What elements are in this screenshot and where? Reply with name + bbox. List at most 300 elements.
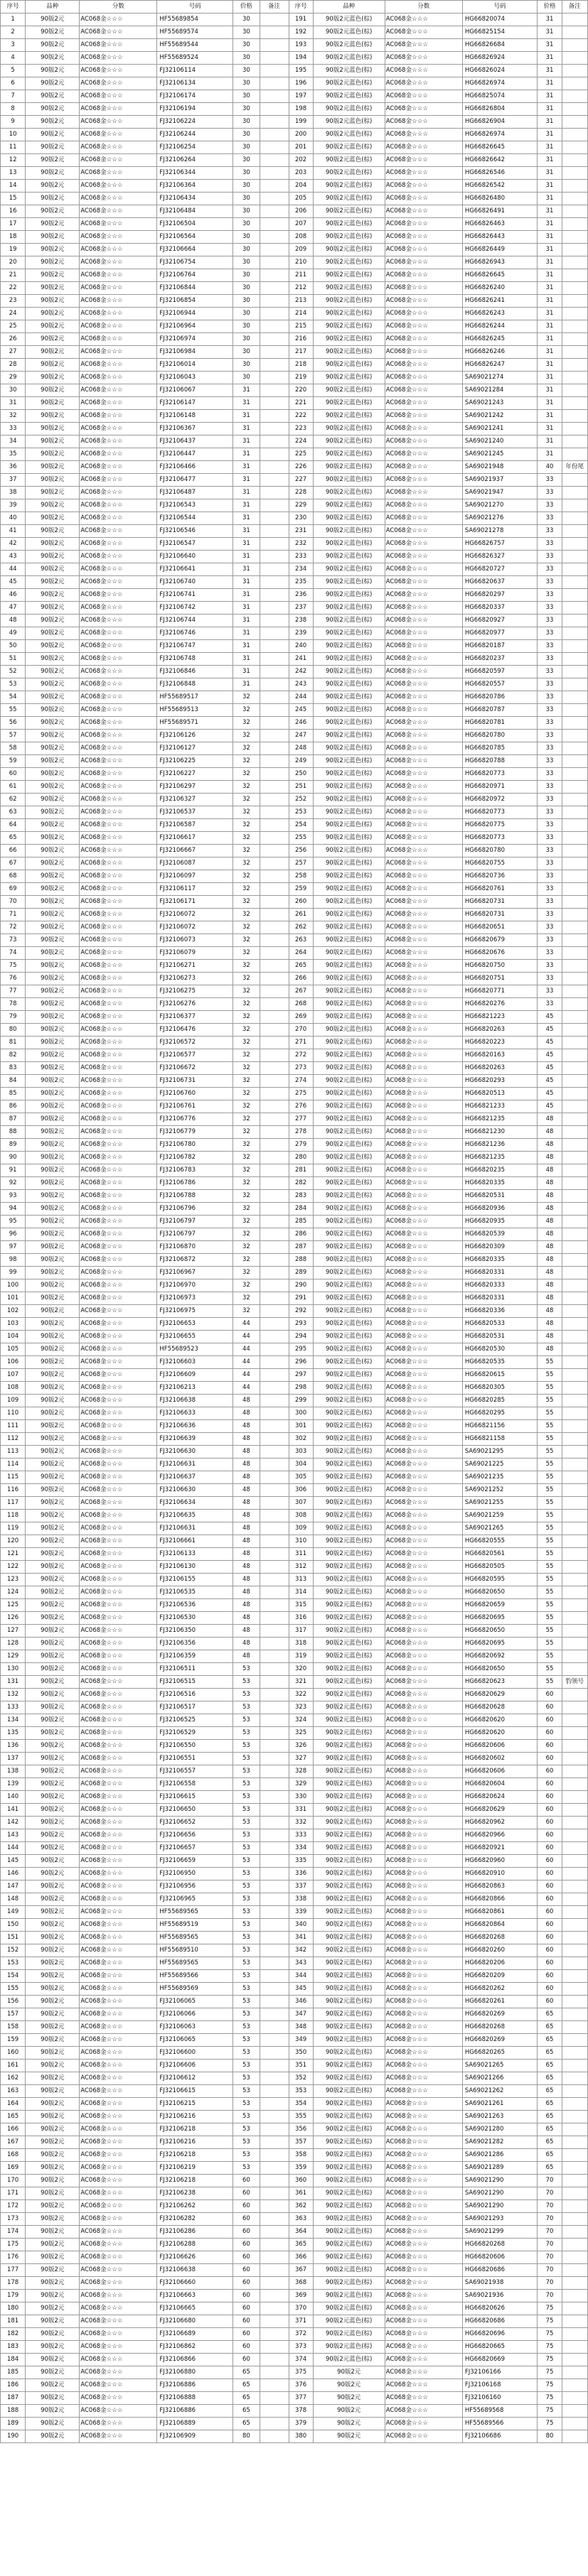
cell-serial: HG66826245 (462, 333, 538, 346)
cell-seq: 81 (1, 1037, 26, 1049)
cell-price: 48 (538, 1292, 562, 1305)
cell-price: 33 (538, 947, 562, 960)
cell-price: 55 (538, 1638, 562, 1650)
cell-score: AC068金☆☆☆ (385, 1701, 462, 1714)
cell-seq: 166 (1, 2123, 26, 2136)
cell-serial: FJ32106238 (157, 2187, 233, 2200)
cell-price: 31 (233, 423, 260, 435)
cell-seq: 53 (1, 678, 26, 691)
cell-price: 60 (233, 2354, 260, 2366)
cell-seq: 206 (289, 205, 313, 218)
cell-seq: 294 (289, 1331, 313, 1343)
cell-price: 33 (538, 602, 562, 615)
cell-note (562, 448, 587, 461)
cell-score: AC068金☆☆☆ (385, 269, 462, 282)
cell-note (562, 1100, 587, 1113)
cell-note (260, 1420, 289, 1433)
cell-serial: FJ32106844 (157, 282, 233, 295)
cell-score: AC068金☆☆☆ (385, 973, 462, 985)
cell-price: 45 (538, 1100, 562, 1113)
cell-variety: 90版2元蓝色(棕) (313, 2021, 385, 2034)
cell-serial: FJ32106262 (157, 2200, 233, 2213)
cell-price: 55 (538, 1356, 562, 1369)
cell-note (562, 90, 587, 103)
table-row (1, 755, 588, 768)
cell-note (260, 295, 289, 308)
cell-variety: 90版2元蓝色(棕) (313, 1893, 385, 1906)
cell-seq: 34 (1, 435, 26, 448)
cell-variety: 90版2元 (26, 1228, 80, 1241)
cell-note (260, 2136, 289, 2149)
cell-serial: FJ32106487 (157, 487, 233, 499)
cell-score: AC068金☆☆☆ (80, 678, 157, 691)
cell-price: 31 (538, 359, 562, 372)
cell-serial: HF55689565 (157, 1906, 233, 1919)
cell-note (562, 1957, 587, 1970)
cell-variety: 90版2元蓝色(棕) (313, 755, 385, 768)
cell-price: 60 (538, 1893, 562, 1906)
cell-seq: 196 (289, 77, 313, 90)
cell-serial: HG66826491 (462, 205, 538, 218)
cell-score: AC068金☆☆☆ (80, 1663, 157, 1676)
cell-note (260, 1740, 289, 1753)
cell-note (562, 2047, 587, 2060)
cell-price: 48 (233, 1497, 260, 1510)
cell-score: AC068金☆☆☆ (385, 2366, 462, 2379)
table-row (1, 1829, 588, 1842)
cell-serial: FJ32106796 (157, 1203, 233, 1216)
cell-note (562, 1893, 587, 1906)
cell-variety: 90版2元蓝色(棕) (313, 832, 385, 845)
cell-serial: FJ32106886 (157, 2405, 233, 2418)
cell-score: AC068金☆☆☆ (80, 372, 157, 384)
cell-variety: 90版2元蓝色(棕) (313, 1586, 385, 1599)
cell-price: 55 (538, 1497, 562, 1510)
cell-serial: FJ32106072 (157, 909, 233, 921)
cell-seq: 185 (1, 2366, 26, 2379)
cell-serial: HG66820263 (462, 1062, 538, 1075)
cell-serial: FJ32106650 (157, 1804, 233, 1817)
cell-variety: 90版2元 (26, 1548, 80, 1561)
cell-seq: 184 (1, 2354, 26, 2366)
cell-note (260, 2213, 289, 2226)
table-row (1, 870, 588, 883)
cell-seq: 313 (289, 1574, 313, 1586)
cell-variety: 90版2元 (26, 410, 80, 423)
cell-note (260, 218, 289, 231)
cell-note (562, 1829, 587, 1842)
cell-seq: 244 (289, 691, 313, 704)
cell-score: AC068金☆☆☆ (80, 1638, 157, 1650)
cell-score: AC068金☆☆☆ (385, 1113, 462, 1126)
cell-seq: 133 (1, 1701, 26, 1714)
table-row (1, 423, 588, 435)
cell-serial: HG66820624 (462, 1791, 538, 1804)
cell-note (562, 435, 587, 448)
cell-serial: FJ32106639 (157, 1433, 233, 1446)
cell-score: AC068金☆☆☆ (80, 333, 157, 346)
cell-price: 53 (233, 1932, 260, 1944)
cell-serial: HG66820626 (462, 2302, 538, 2315)
cell-price: 44 (233, 1369, 260, 1382)
cell-note (562, 1740, 587, 1753)
cell-variety: 90版2元 (26, 1944, 80, 1957)
cell-variety: 90版2元 (26, 2149, 80, 2162)
cell-note (260, 2302, 289, 2315)
cell-variety: 90版2元 (26, 1919, 80, 1932)
cell-seq: 11 (1, 141, 26, 154)
cell-price: 45 (538, 1062, 562, 1075)
cell-score: AC068金☆☆☆ (80, 1100, 157, 1113)
cell-serial: FJ32106225 (157, 755, 233, 768)
header-serial: 号码 (462, 1, 538, 13)
cell-seq: 254 (289, 819, 313, 832)
cell-score: AC068金☆☆☆ (385, 2149, 462, 2162)
cell-score: AC068金☆☆☆ (80, 1164, 157, 1177)
cell-variety: 90版2元 (26, 2060, 80, 2072)
cell-score: AC068金☆☆☆ (385, 26, 462, 39)
cell-note (260, 1190, 289, 1203)
cell-variety: 90版2元蓝色(棕) (313, 256, 385, 269)
cell-serial: FJ32106504 (157, 218, 233, 231)
cell-seq: 282 (289, 1177, 313, 1190)
cell-score: AC068金☆☆☆ (385, 2418, 462, 2430)
cell-note (562, 1024, 587, 1037)
cell-serial: HF55689568 (462, 2405, 538, 2418)
header-price: 价格 (538, 1, 562, 13)
cell-score: AC068金☆☆☆ (385, 2213, 462, 2226)
cell-serial: FJ32106216 (157, 2111, 233, 2123)
cell-note (562, 2354, 587, 2366)
cell-serial: SA69021265 (462, 1522, 538, 1535)
cell-score: AC068金☆☆☆ (80, 1484, 157, 1497)
cell-price: 55 (538, 1433, 562, 1446)
cell-seq: 181 (1, 2315, 26, 2328)
cell-serial: HG66820629 (462, 1689, 538, 1701)
cell-price: 30 (233, 333, 260, 346)
cell-note (562, 359, 587, 372)
cell-serial: HG66820960 (462, 1855, 538, 1868)
cell-note (260, 65, 289, 77)
cell-variety: 90版2元 (26, 2366, 80, 2379)
cell-serial: FJ32106273 (157, 973, 233, 985)
cell-variety: 90版2元蓝色(棕) (313, 448, 385, 461)
cell-variety: 90版2元 (26, 768, 80, 781)
cell-note (562, 129, 587, 141)
cell-price: 32 (233, 1152, 260, 1164)
cell-variety: 90版2元蓝色(棕) (313, 1727, 385, 1740)
cell-seq: 225 (289, 448, 313, 461)
cell-variety: 90版2元蓝色(棕) (313, 141, 385, 154)
cell-note (260, 154, 289, 167)
cell-note (260, 2200, 289, 2213)
cell-price: 75 (538, 2392, 562, 2405)
cell-score: AC068金☆☆☆ (80, 1561, 157, 1574)
cell-price: 55 (538, 1382, 562, 1395)
cell-note (260, 384, 289, 397)
cell-variety: 90版2元 (26, 2302, 80, 2315)
cell-score: AC068金☆☆☆ (80, 1446, 157, 1459)
cell-price: 33 (538, 474, 562, 487)
cell-seq: 164 (1, 2098, 26, 2111)
cell-variety: 90版2元蓝色(棕) (313, 985, 385, 998)
cell-price: 53 (233, 1740, 260, 1753)
table-row (1, 512, 588, 525)
cell-price: 48 (538, 1216, 562, 1228)
cell-score: AC068金☆☆☆ (385, 1433, 462, 1446)
cell-score: AC068金☆☆☆ (80, 870, 157, 883)
cell-seq: 309 (289, 1522, 313, 1535)
cell-variety: 90版2元 (26, 333, 80, 346)
cell-serial: HG66820615 (462, 1369, 538, 1382)
cell-serial: HG66820936 (462, 1203, 538, 1216)
cell-score: AC068金☆☆☆ (80, 2226, 157, 2239)
cell-score: AC068金☆☆☆ (385, 832, 462, 845)
cell-serial: FJ32106282 (157, 2213, 233, 2226)
cell-note (260, 2085, 289, 2098)
cell-serial: HG66820650 (462, 1625, 538, 1638)
cell-price: 60 (233, 2251, 260, 2264)
cell-serial: HG66820775 (462, 819, 538, 832)
cell-score: AC068金☆☆☆ (80, 1689, 157, 1701)
cell-score: AC068金☆☆☆ (80, 1126, 157, 1139)
cell-serial: HG66820333 (462, 1279, 538, 1292)
cell-seq: 192 (289, 26, 313, 39)
cell-seq: 363 (289, 2213, 313, 2226)
cell-price: 32 (233, 845, 260, 857)
cell-serial: FJ32106909 (157, 2430, 233, 2443)
cell-seq: 361 (289, 2187, 313, 2200)
cell-score: AC068金☆☆☆ (80, 832, 157, 845)
cell-serial: HG66820971 (462, 781, 538, 794)
cell-seq: 261 (289, 909, 313, 921)
cell-note (562, 103, 587, 116)
cell-serial: FJ32106974 (157, 333, 233, 346)
cell-note (260, 1829, 289, 1842)
table-row (1, 640, 588, 653)
cell-price: 60 (233, 2264, 260, 2277)
cell-price: 32 (233, 947, 260, 960)
cell-score: AC068金☆☆☆ (385, 1727, 462, 1740)
header-price: 价格 (233, 1, 260, 13)
cell-seq: 177 (1, 2264, 26, 2277)
cell-price: 31 (538, 320, 562, 333)
cell-seq: 205 (289, 193, 313, 205)
cell-variety: 90版2元蓝色(棕) (313, 333, 385, 346)
cell-note (260, 1919, 289, 1932)
cell-score: AC068金☆☆☆ (80, 1714, 157, 1727)
cell-price: 48 (538, 1343, 562, 1356)
cell-variety: 90版2元 (26, 2111, 80, 2123)
cell-score: AC068金☆☆☆ (80, 1177, 157, 1190)
cell-price: 53 (233, 2008, 260, 2021)
cell-note (562, 2008, 587, 2021)
cell-note (562, 576, 587, 589)
cell-score: AC068金☆☆☆ (80, 231, 157, 244)
cell-seq: 370 (289, 2302, 313, 2315)
cell-serial: HG66820309 (462, 1241, 538, 1254)
cell-price: 53 (233, 1906, 260, 1919)
cell-variety: 90版2元 (26, 2341, 80, 2354)
cell-serial: HG66820276 (462, 998, 538, 1011)
cell-price: 30 (233, 103, 260, 116)
cell-variety: 90版2元蓝色(棕) (313, 1701, 385, 1714)
cell-price: 30 (233, 269, 260, 282)
cell-price: 60 (233, 2328, 260, 2341)
cell-seq: 147 (1, 1880, 26, 1893)
cell-variety: 90版2元 (26, 2277, 80, 2290)
cell-note (260, 1011, 289, 1024)
cell-note (562, 141, 587, 154)
table-row (1, 1407, 588, 1420)
cell-score: AC068金☆☆☆ (385, 691, 462, 704)
cell-variety: 90版2元 (26, 2405, 80, 2418)
cell-serial: HF55689565 (157, 1957, 233, 1970)
cell-variety: 90版2元 (26, 39, 80, 52)
cell-price: 33 (538, 499, 562, 512)
cell-seq: 49 (1, 627, 26, 640)
cell-seq: 220 (289, 384, 313, 397)
cell-score: AC068金☆☆☆ (80, 896, 157, 909)
cell-note (260, 1024, 289, 1037)
cell-seq: 298 (289, 1382, 313, 1395)
cell-variety: 90版2元蓝色(棕) (313, 346, 385, 359)
cell-price: 32 (233, 1228, 260, 1241)
cell-note (260, 2226, 289, 2239)
cell-score: AC068金☆☆☆ (80, 1395, 157, 1407)
cell-score: AC068金☆☆☆ (385, 2111, 462, 2123)
cell-seq: 233 (289, 551, 313, 563)
cell-variety: 90版2元 (26, 308, 80, 320)
cell-seq: 373 (289, 2341, 313, 2354)
cell-variety: 90版2元 (26, 1663, 80, 1676)
cell-score: AC068金☆☆☆ (80, 2021, 157, 2034)
cell-serial: FJ32106846 (157, 666, 233, 678)
cell-score: AC068金☆☆☆ (80, 2366, 157, 2379)
cell-score: AC068金☆☆☆ (80, 384, 157, 397)
cell-note (562, 1522, 587, 1535)
cell-score: AC068金☆☆☆ (385, 845, 462, 857)
cell-score: AC068金☆☆☆ (80, 1906, 157, 1919)
cell-price: 31 (233, 410, 260, 423)
cell-note (260, 806, 289, 819)
cell-variety: 90版2元 (26, 129, 80, 141)
cell-price: 31 (233, 576, 260, 589)
cell-seq: 209 (289, 244, 313, 256)
cell-variety: 90版2元 (26, 1778, 80, 1791)
cell-price: 44 (233, 1343, 260, 1356)
cell-score: AC068金☆☆☆ (80, 1267, 157, 1279)
cell-seq: 138 (1, 1765, 26, 1778)
cell-variety: 90版2元 (26, 1407, 80, 1420)
cell-note (562, 742, 587, 755)
cell-serial: FJ32106437 (157, 435, 233, 448)
cell-variety: 90版2元蓝色(棕) (313, 1433, 385, 1446)
cell-score: AC068金☆☆☆ (385, 538, 462, 551)
table-row (1, 282, 588, 295)
cell-price: 30 (233, 65, 260, 77)
cell-note (562, 13, 587, 26)
cell-serial: HG66820864 (462, 1919, 538, 1932)
cell-price: 70 (538, 2187, 562, 2200)
cell-seq: 322 (289, 1689, 313, 1701)
cell-serial: HG66820305 (462, 1382, 538, 1395)
table-row (1, 806, 588, 819)
table-row (1, 1740, 588, 1753)
cell-serial: HF55689565 (157, 1932, 233, 1944)
cell-score: AC068金☆☆☆ (385, 1177, 462, 1190)
cell-score: AC068金☆☆☆ (385, 1471, 462, 1484)
cell-score: AC068金☆☆☆ (80, 1932, 157, 1944)
cell-serial: FJ32106130 (157, 1561, 233, 1574)
cell-price: 30 (233, 116, 260, 129)
table-row (1, 1049, 588, 1062)
cell-price: 32 (233, 1216, 260, 1228)
cell-score: AC068金☆☆☆ (385, 653, 462, 666)
cell-variety: 90版2元 (26, 1893, 80, 1906)
cell-variety: 90版2元蓝色(棕) (313, 1369, 385, 1382)
cell-seq: 378 (289, 2405, 313, 2418)
cell-note (562, 2085, 587, 2098)
cell-serial: FJ32106950 (157, 1868, 233, 1880)
cell-note (562, 1190, 587, 1203)
cell-seq: 182 (1, 2328, 26, 2341)
cell-note (260, 1484, 289, 1497)
cell-serial: HG66820285 (462, 1395, 538, 1407)
cell-seq: 375 (289, 2366, 313, 2379)
cell-score: AC068金☆☆☆ (80, 563, 157, 576)
cell-variety: 90版2元蓝色(棕) (313, 1203, 385, 1216)
cell-seq: 129 (1, 1650, 26, 1663)
cell-score: AC068金☆☆☆ (385, 154, 462, 167)
cell-note (260, 512, 289, 525)
cell-price: 65 (538, 2021, 562, 2034)
cell-variety: 90版2元 (26, 985, 80, 998)
cell-price: 45 (538, 1049, 562, 1062)
cell-variety: 90版2元 (26, 640, 80, 653)
cell-variety: 90版2元 (26, 474, 80, 487)
cell-note (260, 1471, 289, 1484)
table-row (1, 2290, 588, 2302)
cell-note (562, 551, 587, 563)
cell-seq: 199 (289, 116, 313, 129)
cell-score: AC068金☆☆☆ (385, 589, 462, 602)
cell-price: 53 (233, 1855, 260, 1868)
cell-seq: 340 (289, 1919, 313, 1932)
header-serial: 号码 (157, 1, 233, 13)
cell-note (260, 167, 289, 180)
cell-score: AC068金☆☆☆ (385, 666, 462, 678)
cell-note (562, 1216, 587, 1228)
cell-note (260, 499, 289, 512)
table-row (1, 998, 588, 1011)
cell-price: 33 (538, 896, 562, 909)
cell-variety: 90版2元蓝色(棕) (313, 666, 385, 678)
cell-serial: HG66820187 (462, 640, 538, 653)
cell-note (562, 65, 587, 77)
cell-serial: HG66826974 (462, 129, 538, 141)
cell-variety: 90版2元蓝色(棕) (313, 384, 385, 397)
cell-score: AC068金☆☆☆ (385, 333, 462, 346)
cell-score: AC068金☆☆☆ (80, 704, 157, 717)
cell-variety: 90版2元蓝色(棕) (313, 1228, 385, 1241)
cell-serial: HG66826463 (462, 218, 538, 231)
cell-serial: FJ32106155 (157, 1574, 233, 1586)
cell-serial: FJ32106655 (157, 1331, 233, 1343)
cell-note (562, 883, 587, 896)
cell-note (260, 13, 289, 26)
cell-price: 33 (538, 832, 562, 845)
